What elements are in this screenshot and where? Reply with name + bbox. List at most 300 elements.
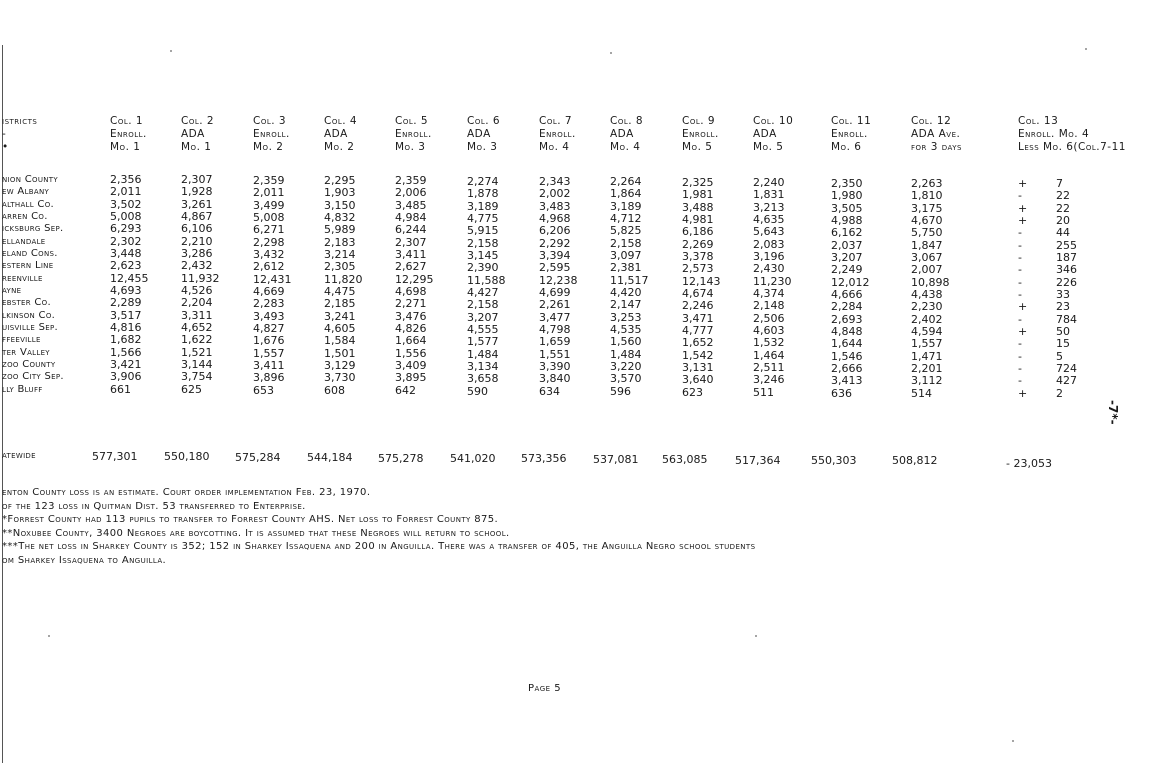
table-cell: 623 <box>682 385 703 399</box>
difference-sign: - <box>1018 337 1022 350</box>
difference-sign: - <box>1018 362 1022 375</box>
column-header <box>539 115 576 154</box>
side-page-mark: -7*- <box>1106 400 1120 425</box>
difference-value: 5 <box>1056 350 1063 363</box>
district-name: lkinson Co. <box>2 310 56 321</box>
district-name: ebster Co. <box>2 297 51 308</box>
table-cell: 3,189 <box>467 199 499 213</box>
table-cell: 2,283 <box>253 296 285 310</box>
table-cell: 3,477 <box>539 311 571 325</box>
column-header-line: Mo. 4 <box>539 141 570 153</box>
table-cell: 2,289 <box>110 296 142 309</box>
district-name: icksburg Sep. <box>2 223 64 234</box>
difference-value: 50 <box>1056 325 1070 338</box>
scan-speck <box>610 52 612 54</box>
table-cell: 2,158 <box>467 236 499 250</box>
table-cell: 2,083 <box>753 238 785 252</box>
table-cell: 1,556 <box>395 347 427 361</box>
table-cell: 3,409 <box>395 359 427 373</box>
table-cell: 514 <box>911 386 932 400</box>
column-header-line: ADA <box>467 128 491 140</box>
column-header <box>753 115 793 154</box>
column-header-line: Mo. 2 <box>253 141 284 153</box>
column-header-line: Mo. 1 <box>110 141 141 153</box>
table-cell: 2,274 <box>467 174 499 188</box>
table-cell: 661 <box>110 383 131 396</box>
column-header-line: Col. 3 <box>253 115 287 127</box>
table-cell: 4,988 <box>831 213 863 227</box>
table-cell: 6,293 <box>110 222 142 235</box>
statewide-total: 563,085 <box>662 453 708 467</box>
table-cell: 4,848 <box>831 324 863 338</box>
district-name: ter Valley <box>2 347 50 358</box>
table-cell: 1,659 <box>539 335 571 349</box>
table-cell: 2,402 <box>911 312 943 326</box>
table-row <box>2 296 1102 313</box>
table-cell: 4,777 <box>682 323 714 337</box>
table-cell: 1,652 <box>682 335 714 349</box>
column-header <box>2 115 37 154</box>
table-cell: 3,311 <box>181 309 213 323</box>
difference-value: 20 <box>1056 214 1070 227</box>
table-cell: 2,269 <box>682 237 714 251</box>
column-header-line: Enroll. <box>395 128 432 140</box>
table-cell: 2,612 <box>253 259 285 273</box>
table-cell: 2,185 <box>324 297 356 311</box>
table-cell: 653 <box>253 383 274 397</box>
table-cell: 1,501 <box>324 347 356 361</box>
table-cell: 4,867 <box>181 210 213 224</box>
table-cell: 2,147 <box>610 298 642 312</box>
table-cell: 3,840 <box>539 372 571 386</box>
district-name: uisville Sep. <box>2 322 58 333</box>
table-cell: 4,666 <box>831 287 863 301</box>
table-cell: 4,968 <box>539 212 571 226</box>
table-row <box>2 210 1102 227</box>
column-header-line: Mo. 5 <box>682 141 713 153</box>
table-cell: 4,693 <box>110 284 142 297</box>
table-cell: 3,640 <box>682 372 714 386</box>
table-cell: 3,493 <box>253 309 285 323</box>
difference-value: 346 <box>1056 263 1077 276</box>
difference-value: 255 <box>1056 239 1077 252</box>
table-cell: 6,271 <box>253 222 285 236</box>
statewide-difference: - 23,053 <box>1006 457 1052 470</box>
table-cell: 1,557 <box>253 346 285 360</box>
table-cell: 4,712 <box>610 212 642 226</box>
table-cell: 5,915 <box>467 223 499 237</box>
statewide-row <box>2 450 1102 470</box>
table-cell: 608 <box>324 384 345 398</box>
district-name: ffeeville <box>2 334 41 345</box>
table-cell: 3,754 <box>181 370 213 384</box>
table-cell: 2,350 <box>831 176 863 190</box>
difference-sign: - <box>1018 239 1022 252</box>
table-cell: 1,546 <box>831 349 863 363</box>
table-cell: 12,431 <box>253 272 292 286</box>
difference-sign: + <box>1018 325 1028 338</box>
difference-sign: - <box>1018 276 1022 289</box>
difference-sign: - <box>1018 189 1022 202</box>
district-name: estern Line <box>2 260 54 271</box>
table-cell: 1,557 <box>911 336 943 350</box>
table-cell: 2,292 <box>539 237 571 251</box>
difference-value: 427 <box>1056 374 1077 387</box>
column-header-line: Col. 13 <box>1018 115 1059 127</box>
table-cell: 3,730 <box>324 371 356 385</box>
table-cell: 3,207 <box>831 250 863 264</box>
table-row <box>2 370 1102 387</box>
table-cell: 1,980 <box>831 188 863 202</box>
difference-value: 226 <box>1056 276 1077 289</box>
table-cell: 3,214 <box>324 248 356 262</box>
table-cell: 2,007 <box>911 262 943 276</box>
table-cell: 3,471 <box>682 311 714 325</box>
table-cell: 4,420 <box>610 286 642 300</box>
table-cell: 3,097 <box>610 249 642 263</box>
table-cell: 1,471 <box>911 349 943 363</box>
column-header-line: Enroll. Mo. 4 <box>1018 128 1090 140</box>
table-cell: 3,129 <box>324 359 356 373</box>
table-cell: 12,238 <box>539 274 578 288</box>
table-cell: 12,455 <box>110 272 149 285</box>
table-cell: 3,499 <box>253 198 285 212</box>
statewide-total: 541,020 <box>450 452 496 465</box>
table-cell: 1,903 <box>324 186 356 200</box>
column-header-line: Col. 8 <box>610 115 644 127</box>
difference-sign: + <box>1018 300 1028 313</box>
column-header <box>181 115 214 154</box>
district-name: arren Co. <box>2 211 48 222</box>
table-cell: 4,674 <box>682 286 714 300</box>
table-cell: 6,206 <box>539 224 571 238</box>
table-cell: 4,605 <box>324 322 356 336</box>
table-cell: 2,302 <box>110 235 142 248</box>
difference-value: 724 <box>1056 362 1077 375</box>
table-cell: 4,594 <box>911 324 943 338</box>
table-cell: 3,253 <box>610 311 642 325</box>
difference-value: 2 <box>1056 387 1063 400</box>
difference-value: 187 <box>1056 251 1077 264</box>
difference-value: 15 <box>1056 337 1070 350</box>
table-cell: 1,542 <box>682 348 714 362</box>
table-cell: 5,008 <box>110 210 142 223</box>
table-row <box>2 247 1102 264</box>
table-cell: 1,622 <box>181 333 213 347</box>
table-cell: 2,623 <box>110 259 142 272</box>
table-cell: 2,249 <box>831 262 863 276</box>
table-cell: 6,186 <box>682 224 714 238</box>
table-cell: 2,183 <box>324 236 356 250</box>
column-header-line: Col. 10 <box>753 115 794 127</box>
table-row <box>2 185 1102 202</box>
column-header <box>324 115 357 154</box>
table-cell: 2,307 <box>395 236 427 250</box>
statewide-total: 537,081 <box>593 452 639 466</box>
difference-sign: + <box>1018 387 1028 400</box>
difference-sign: + <box>1018 177 1028 190</box>
table-cell: 2,037 <box>831 238 863 252</box>
difference-sign: - <box>1018 226 1022 239</box>
table-cell: 2,011 <box>253 185 285 199</box>
table-cell: 3,906 <box>110 370 142 383</box>
table-cell: 1,644 <box>831 336 863 350</box>
column-header-line: Col. 6 <box>467 115 501 127</box>
table-cell: 2,432 <box>181 259 213 273</box>
column-header-line: ADA <box>181 128 205 140</box>
table-row <box>2 173 1102 190</box>
statewide-total: 573,356 <box>521 452 567 466</box>
table-cell: 3,413 <box>831 373 863 387</box>
table-cell: 1,551 <box>539 348 571 362</box>
table-cell: 590 <box>467 384 488 398</box>
table-cell: 1,484 <box>610 348 642 362</box>
difference-sign: - <box>1018 350 1022 363</box>
scan-speck <box>170 50 172 52</box>
table-cell: 1,484 <box>467 347 499 361</box>
table-cell: 2,284 <box>831 299 863 313</box>
table-cell: 2,343 <box>539 175 571 189</box>
column-header-line: Enroll. <box>253 128 290 140</box>
column-header-line: Less Mo. 6(Col.7-11 <box>1018 141 1126 153</box>
table-cell: 12,295 <box>395 273 434 287</box>
table-cell: 5,008 <box>253 210 285 224</box>
table-cell: 3,448 <box>110 247 142 260</box>
table-cell: 1,664 <box>395 334 427 348</box>
column-header-line: ADA <box>753 128 777 140</box>
table-cell: 5,643 <box>753 225 785 239</box>
column-header-line: Enroll. <box>682 128 719 140</box>
column-header <box>682 115 719 154</box>
table-cell: 4,535 <box>610 323 642 337</box>
table-cell: 2,627 <box>395 260 427 274</box>
statewide-total: 550,303 <box>811 454 857 467</box>
table-cell: 3,175 <box>911 201 943 215</box>
table-cell: 4,526 <box>181 284 213 298</box>
table-cell: 1,566 <box>110 346 142 359</box>
difference-value: 22 <box>1056 189 1070 202</box>
district-name: ew Albany <box>2 186 50 197</box>
column-header-line: Col. 11 <box>831 115 872 127</box>
table-cell: 2,511 <box>753 361 785 375</box>
column-header-line: Mo. 5 <box>753 141 784 153</box>
table-cell: 4,669 <box>253 284 285 298</box>
column-header-line: • <box>2 141 9 153</box>
column-header-line: istricts <box>2 115 38 127</box>
table-cell: 4,832 <box>324 211 356 225</box>
table-cell: 3,895 <box>395 371 427 385</box>
column-header-line: Col. 9 <box>682 115 716 127</box>
table-cell: 1,560 <box>610 335 642 349</box>
footnote-line: ***The net loss in Sharkey County is 352; 152 in Sharkey Issaquena and 200 in Anguilla. There was a transfer of 405, the Anguilla Negro school students <box>2 541 756 552</box>
table-cell: 2,381 <box>610 261 642 275</box>
district-name: ayne <box>2 285 22 296</box>
table-cell: 596 <box>610 385 631 399</box>
table-cell: 3,411 <box>395 248 427 262</box>
table-cell: 4,438 <box>911 287 943 301</box>
column-header-line: Mo. 2 <box>324 141 355 153</box>
table-cell: 3,286 <box>181 247 213 261</box>
table-cell: 2,011 <box>110 185 142 198</box>
column-header-line: Col. 5 <box>395 115 429 127</box>
table-cell: 4,816 <box>110 321 142 334</box>
table-cell: 3,220 <box>610 360 642 374</box>
table-row <box>2 235 1102 252</box>
table-cell: 3,150 <box>324 199 356 213</box>
statewide-total: 508,812 <box>892 454 938 468</box>
table-cell: 1,577 <box>467 334 499 348</box>
table-cell: 4,427 <box>467 285 499 299</box>
table-cell: 3,488 <box>682 200 714 214</box>
table-cell: 3,196 <box>753 250 785 264</box>
table-cell: 1,521 <box>181 346 213 360</box>
difference-sign: - <box>1018 263 1022 276</box>
table-cell: 2,390 <box>467 260 499 274</box>
statewide-label: atewide <box>2 450 36 461</box>
table-cell: 2,204 <box>181 296 213 310</box>
table-cell: 12,143 <box>682 274 721 288</box>
table-cell: 2,263 <box>911 176 943 190</box>
difference-value: 22 <box>1056 202 1070 215</box>
table-cell: 3,189 <box>610 200 642 214</box>
table-cell: 11,230 <box>753 275 792 289</box>
scan-speck <box>755 635 757 637</box>
table-row <box>2 333 1102 350</box>
district-name: nion County <box>2 174 58 185</box>
table-row <box>2 272 1102 289</box>
table-cell: 11,588 <box>467 273 506 287</box>
table-cell: 2,002 <box>539 187 571 201</box>
table-cell: 2,158 <box>610 237 642 251</box>
table-row <box>2 259 1102 276</box>
difference-value: 784 <box>1056 313 1077 326</box>
table-cell: 3,213 <box>753 201 785 215</box>
table-cell: 12,012 <box>831 275 870 289</box>
difference-sign: - <box>1018 374 1022 387</box>
scan-speck <box>1012 740 1014 742</box>
table-cell: 1,981 <box>682 187 714 201</box>
table-cell: 2,356 <box>110 173 142 186</box>
table-cell: 2,325 <box>682 175 714 189</box>
difference-sign: - <box>1018 251 1022 264</box>
table-cell: 3,394 <box>539 249 571 263</box>
district-name: zoo County <box>2 359 56 370</box>
table-cell: 2,295 <box>324 174 356 188</box>
table-cell: 3,207 <box>467 310 499 324</box>
statewide-total: 577,301 <box>92 450 138 463</box>
column-header <box>911 115 962 154</box>
table-row <box>2 383 1102 400</box>
scan-speck <box>48 635 50 637</box>
column-header-line: Enroll. <box>110 128 147 140</box>
difference-sign: - <box>1018 313 1022 326</box>
column-header <box>253 115 290 154</box>
column-header-line: Mo. 1 <box>181 141 212 153</box>
table-cell: 4,652 <box>181 321 213 335</box>
difference-value: 44 <box>1056 226 1070 239</box>
table-cell: 2,430 <box>753 262 785 276</box>
district-name: zoo City Sep. <box>2 371 64 382</box>
table-cell: 3,144 <box>181 358 213 372</box>
table-row <box>2 346 1102 363</box>
table-cell: 1,676 <box>253 333 285 347</box>
difference-value: 7 <box>1056 177 1063 190</box>
table-cell: 3,241 <box>324 310 356 324</box>
table-cell: 11,517 <box>610 274 649 288</box>
table-cell: 2,158 <box>467 297 499 311</box>
table-cell: 6,162 <box>831 225 863 239</box>
table-cell: 2,006 <box>395 186 427 200</box>
table-cell: 3,483 <box>539 200 571 214</box>
column-header-line: ADA <box>610 128 634 140</box>
table-cell: 2,573 <box>682 261 714 275</box>
table-cell: 4,374 <box>753 287 785 301</box>
column-header-line: Enroll. <box>831 128 868 140</box>
column-header-line: Col. 7 <box>539 115 573 127</box>
table-cell: 1,928 <box>181 185 213 199</box>
table-cell: 4,699 <box>539 286 571 300</box>
table-cell: 3,432 <box>253 247 285 261</box>
table-cell: 5,825 <box>610 224 642 238</box>
table-cell: 1,878 <box>467 186 499 200</box>
column-header <box>1018 115 1126 154</box>
table-cell: 4,826 <box>395 322 427 336</box>
table-cell: 2,246 <box>682 298 714 312</box>
table-cell: 11,932 <box>181 272 220 286</box>
table-cell: 2,307 <box>181 173 213 187</box>
statewide-total: 550,180 <box>164 450 210 464</box>
table-cell: 3,517 <box>110 309 142 322</box>
table-cell: 2,305 <box>324 260 356 274</box>
table-cell: 6,244 <box>395 223 427 237</box>
table-cell: 2,693 <box>831 312 863 326</box>
table-cell: 4,827 <box>253 321 285 335</box>
table-cell: 625 <box>181 383 202 397</box>
table-cell: 1,532 <box>753 336 785 350</box>
table-cell: 2,261 <box>539 298 571 312</box>
table-cell: 5,750 <box>911 225 943 239</box>
table-cell: 3,246 <box>753 373 785 387</box>
table-cell: 5,989 <box>324 223 356 237</box>
table-cell: 3,476 <box>395 310 427 324</box>
table-cell: 2,506 <box>753 312 785 326</box>
statewide-total: 575,284 <box>235 450 281 464</box>
column-header-line: Mo. 3 <box>467 141 498 153</box>
column-header <box>610 115 643 154</box>
table-cell: 4,798 <box>539 323 571 337</box>
table-cell: 634 <box>539 385 560 399</box>
table-cell: 2,148 <box>753 299 785 313</box>
table-cell: 3,502 <box>110 198 142 211</box>
table-cell: 11,820 <box>324 273 363 287</box>
footnote-line: enton County loss is an estimate. Court order implementation Feb. 23, 1970. <box>2 487 371 498</box>
table-cell: 1,682 <box>110 333 142 346</box>
table-cell: 3,658 <box>467 371 499 385</box>
table-cell: 3,390 <box>539 360 571 374</box>
difference-sign: + <box>1018 202 1028 215</box>
footnote-line: *Forrest County had 113 pupils to transfer to Forrest County AHS. Net loss to Forrest County 875. <box>2 514 499 525</box>
statewide-total: 544,184 <box>307 451 353 465</box>
table-cell: 3,145 <box>467 248 499 262</box>
table-cell: 2,595 <box>539 261 571 275</box>
table-cell: 3,485 <box>395 199 427 213</box>
column-header <box>110 115 147 154</box>
column-header <box>395 115 432 154</box>
table-cell: 3,411 <box>253 358 285 372</box>
table-cell: 3,421 <box>110 358 142 371</box>
table-cell: 1,847 <box>911 238 943 252</box>
difference-value: 33 <box>1056 288 1070 301</box>
